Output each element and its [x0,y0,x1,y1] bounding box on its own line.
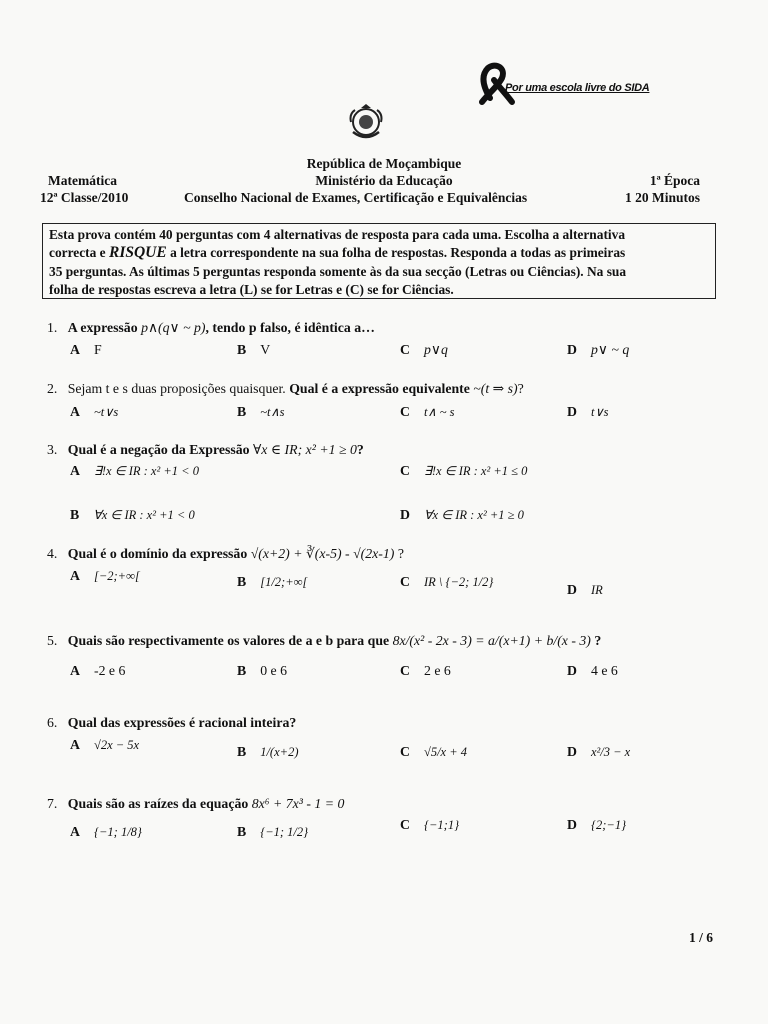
q2-option-b[interactable]: B ~t∧s [237,404,285,419]
q6-option-d[interactable]: D x²/3 − x [567,744,631,759]
grade-year: 12ª Classe/2010 [40,190,129,205]
council-title: Conselho Nacional de Exames, Certificação e Equivalências [184,190,528,205]
q5-option-d[interactable]: D 4 e 6 [567,663,618,678]
q4-option-b[interactable]: B [1/2;+∞[ [237,574,308,589]
question-3: 3. Qual é a negação da Expressão ∀x ∈ IR; x² +1 ≥ 0? [47,442,364,457]
q5-option-b[interactable]: B 0 e 6 [237,663,288,678]
q7-option-a[interactable]: A {−1; 1/8} [70,824,142,839]
slogan: Por uma escola livre do SIDA [505,82,650,94]
q2-option-c[interactable]: C t∧ ~ s [400,404,455,419]
question-5: 5. Quais são respectivamente os valores de a e b para que 8x/(x² - 2x - 3) = a/(x+1) + b/(x - 3) ? [47,633,602,648]
q3-option-a[interactable]: A ∃!x ∈ IR : x² +1 < 0 [70,463,199,478]
instructions-line-4: folha de respostas escreva a letra (L) se for Letras e (C) se for Ciências. [49,281,454,297]
q2-option-a[interactable]: A ~t∨s [70,404,119,419]
q7-option-c[interactable]: C {−1;1} [400,817,460,832]
q4-option-d[interactable]: D IR [567,582,603,597]
question-6: 6. Qual das expressões é racional inteira? [47,715,297,730]
q3-option-d[interactable]: D ∀x ∈ IR : x² +1 ≥ 0 [400,507,524,522]
q3-option-b[interactable]: B ∀x ∈ IR : x² +1 < 0 [70,507,195,522]
q2-option-d[interactable]: D t∨s [567,404,609,419]
q7-option-b[interactable]: B {−1; 1/2} [237,824,309,839]
instructions-line-3: 35 perguntas. As últimas 5 perguntas responda somente às da sua secção (Letras ou Ciências). Na sua [49,263,627,279]
q4-option-c[interactable]: C IR \ {−2; 1/2} [400,574,494,589]
ministry-title: Ministério da Educação [315,173,453,188]
q6-option-a[interactable]: A √2x − 5x [70,737,140,752]
q1-option-b[interactable]: B V [237,342,271,357]
q3-option-c[interactable]: C ∃!x ∈ IR : x² +1 ≤ 0 [400,463,528,478]
q1-option-a[interactable]: A F [70,342,102,357]
national-emblem-icon [347,102,385,140]
q1-option-c[interactable]: C p∨q [400,342,448,357]
instructions-line-2: correcta e RISQUE a letra correspondente na sua folha de respostas. Responda a todas as primeiras [49,244,626,262]
q1-option-d[interactable]: D p∨ ~ q [567,342,630,357]
q6-option-b[interactable]: B 1/(x+2) [237,744,299,759]
exam-season: 1ª Época [649,173,700,188]
exam-duration: 1 20 Minutos [624,190,700,205]
q6-option-c[interactable]: C √5/x + 4 [400,744,468,759]
question-4: 4. Qual é o domínio da expressão √(x+2) + ∛(x-5) - √(2x-1) ? [47,546,404,561]
q5-option-a[interactable]: A -2 e 6 [70,663,126,678]
subject: Matemática [48,173,117,188]
q4-option-a[interactable]: A [−2;+∞[ [70,568,140,583]
page-number: 1 / 6 [688,930,713,945]
republic-title: República de Moçambique [306,156,462,171]
question-1: 1. A expressão p∧(q∨ ~ p), tendo p falso, é idêntica a… [47,320,375,335]
q5-option-c[interactable]: C 2 e 6 [400,663,451,678]
instructions-box [42,223,716,299]
instructions-line-1: Esta prova contém 40 perguntas com 4 alternativas de resposta para cada uma. Escolha a alternativa [49,227,626,242]
q7-option-d[interactable]: D {2;−1} [567,817,627,832]
question-7: 7. Quais são as raízes da equação 8x⁶ + 7x³ - 1 = 0 [47,796,345,811]
question-2: 2. Sejam t e s duas proposições quaisquer. Qual é a expressão equivalente ~(t ⇒ s)? [47,381,524,396]
